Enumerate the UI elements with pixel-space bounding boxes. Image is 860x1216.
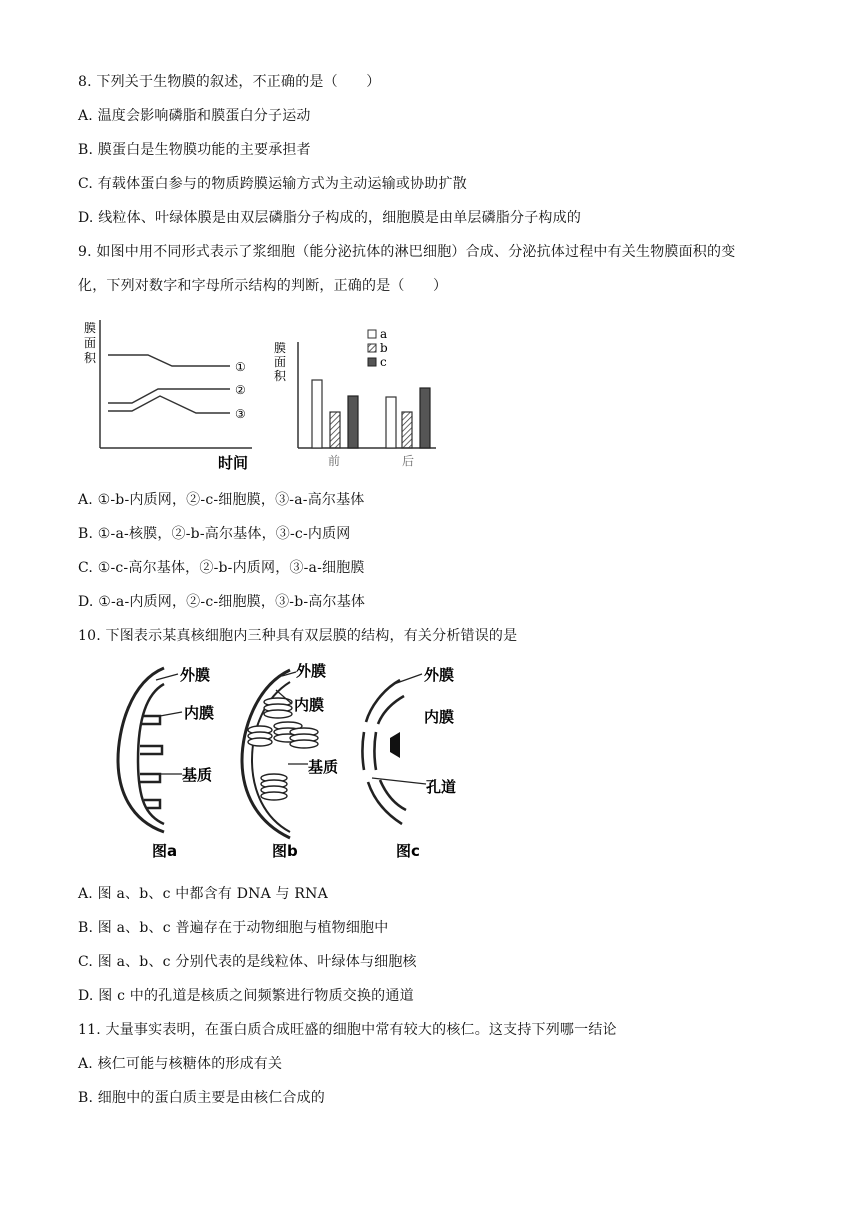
fig-a-label-matrix: 基质 [182, 766, 213, 784]
q9-stem-line1: 9. 如图中用不同形式表示了浆细胞（能分泌抗体的淋巴细胞）合成、分泌抗体过程中有关生物膜面积的变 [78, 244, 736, 260]
q10-figure-c [360, 660, 480, 860]
fig-b-label-matrix: 基质 [308, 758, 339, 776]
q9-bar-before-c [348, 396, 358, 448]
q9-legend-c: c [380, 355, 387, 369]
q9-line-label-2: ② [235, 383, 246, 397]
fig-c-caption: 图c [396, 842, 420, 860]
q9-line-label-1: ① [235, 360, 246, 374]
q9-bar-ylabel-2: 面 [274, 355, 287, 369]
q9-bar-after-b [402, 412, 412, 448]
fig-a-label-inner: 内膜 [184, 704, 215, 722]
q11-option-a: A. 核仁可能与核糖体的形成有关 [78, 1056, 283, 1072]
q8-option-a: A. 温度会影响磷脂和膜蛋白分子运动 [78, 108, 311, 124]
q9-option-b: B. ①-a-核膜，②-b-高尔基体，③-c-内质网 [78, 526, 351, 542]
q9-legend-b: b [380, 341, 388, 355]
q9-legend-c-swatch [368, 358, 376, 366]
q9-legend-b-swatch [368, 344, 376, 352]
fig-a-label-outer: 外膜 [180, 666, 211, 684]
q9-bar-figure [268, 322, 448, 472]
fig-c-pore-complex [390, 732, 400, 758]
q9-bar-group-after: 后 [402, 454, 415, 468]
q9-line-ylabel-2: 面 [84, 336, 97, 350]
q9-line-1 [108, 355, 230, 366]
q8-option-b: B. 膜蛋白是生物膜功能的主要承担者 [78, 142, 311, 158]
fig-a-pointer-inner [160, 712, 182, 716]
q9-legend-a-swatch [368, 330, 376, 338]
fig-b-label-inner: 内膜 [294, 696, 325, 714]
q9-option-c: C. ①-c-高尔基体，②-b-内质网，③-a-细胞膜 [78, 560, 365, 576]
fig-c-label-outer: 外膜 [424, 666, 455, 684]
q9-bar-group-before: 前 [328, 454, 341, 468]
q9-bar-before-a [312, 380, 322, 448]
q9-option-a: A. ①-b-内质网，②-c-细胞膜，③-a-高尔基体 [78, 492, 365, 508]
q10-stem: 10. 下图表示某真核细胞内三种具有双层膜的结构，有关分析错误的是 [78, 628, 518, 644]
fig-b-label-outer: 外膜 [296, 662, 327, 680]
q10-figure-b [236, 660, 356, 860]
q9-line-3 [108, 396, 230, 413]
q10-option-b: B. 图 a、b、c 普遍存在于动物细胞与植物细胞中 [78, 920, 389, 936]
q10-option-d: D. 图 c 中的孔道是核质之间频繁进行物质交换的通道 [78, 988, 414, 1004]
q9-bar-ylabel-1: 膜 [274, 341, 287, 355]
q8-stem: 8. 下列关于生物膜的叙述，不正确的是（ ） [78, 74, 381, 90]
q9-bar-after-a [386, 397, 396, 448]
q9-line-figure [80, 316, 270, 476]
fig-c-pointer-outer [394, 674, 422, 684]
fig-a-pointer-outer [156, 674, 178, 680]
q8-option-c: C. 有载体蛋白参与的物质跨膜运输方式为主动运输或协助扩散 [78, 176, 467, 192]
q9-bar-after-c [420, 388, 430, 448]
q9-bar-ylabel-3: 积 [274, 369, 287, 383]
q9-line-xlabel: 时间 [218, 454, 249, 472]
q9-line-label-3: ③ [235, 407, 246, 421]
q11-option-b: B. 细胞中的蛋白质主要是由核仁合成的 [78, 1090, 325, 1106]
q9-line-ylabel-3: 积 [84, 351, 97, 365]
q10-figure-a [112, 660, 232, 860]
q8-option-d: D. 线粒体、叶绿体膜是由双层磷脂分子构成的，细胞膜是由单层磷脂分子构成的 [78, 210, 582, 226]
q9-option-d: D. ①-a-内质网，②-c-细胞膜，③-b-高尔基体 [78, 594, 366, 610]
fig-b-caption: 图b [272, 842, 298, 860]
q9-stem-line2: 化，下列对数字和字母所示结构的判断，正确的是（ ） [78, 278, 448, 294]
q9-legend-a: a [380, 327, 388, 341]
q10-option-a: A. 图 a、b、c 中都含有 DNA 与 RNA [78, 886, 328, 902]
q9-line-ylabel-1: 膜 [84, 321, 97, 335]
fig-c-label-pore: 孔道 [426, 778, 457, 796]
fig-a-caption: 图a [152, 842, 178, 860]
q10-option-c: C. 图 a、b、c 分别代表的是线粒体、叶绿体与细胞核 [78, 954, 417, 970]
q9-bar-before-b [330, 412, 340, 448]
fig-a-inner-membrane [138, 684, 164, 824]
fig-c-label-inner: 内膜 [424, 708, 455, 726]
q11-stem: 11. 大量事实表明，在蛋白质合成旺盛的细胞中常有较大的核仁。这支持下列哪一结论 [78, 1022, 617, 1038]
